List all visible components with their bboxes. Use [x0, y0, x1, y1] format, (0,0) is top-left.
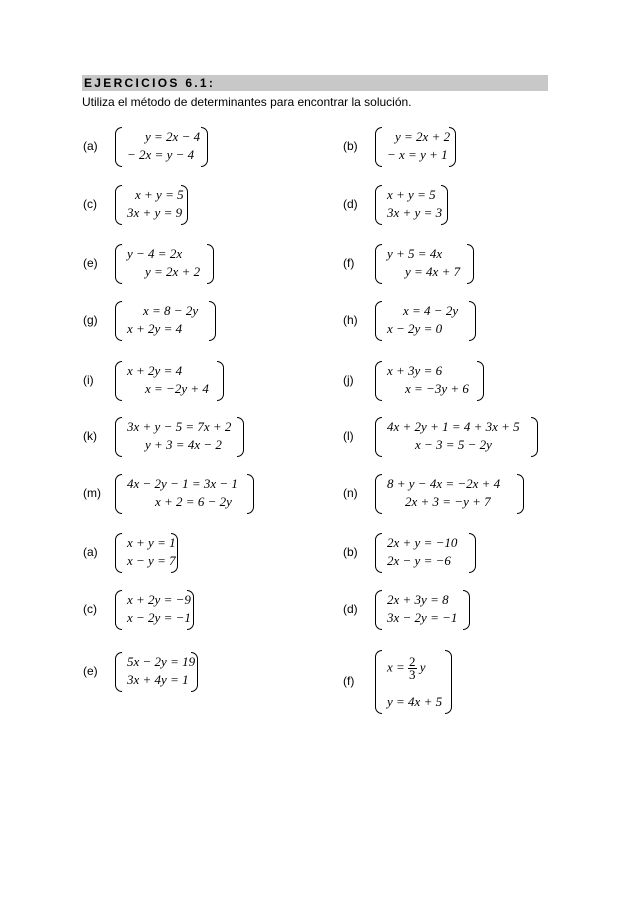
exercise-label: (d) — [343, 197, 358, 211]
exercise-item — [83, 301, 243, 339]
exercise-item — [343, 474, 551, 512]
exercise-item — [83, 533, 205, 571]
exercise-label: (m) — [83, 486, 101, 500]
exercise-label: (b) — [343, 139, 358, 153]
equation-2: x = −2y + 4 — [145, 381, 209, 396]
fraction-denominator: 3 — [409, 667, 416, 682]
equation-1: x + y = 1 — [127, 535, 176, 550]
left-brace — [375, 185, 382, 225]
left-brace — [115, 533, 122, 573]
equation-2: y = 4x + 5 — [387, 694, 443, 709]
equation-1: x + y = 5 — [135, 187, 184, 202]
equation-2: 3x + y = 9 — [127, 205, 183, 220]
exercise-item — [83, 652, 225, 690]
equation-2: 3x + y = 3 — [387, 205, 443, 220]
exercise-label: (f) — [343, 674, 355, 688]
exercise-item — [343, 127, 483, 165]
exercise-item — [343, 650, 479, 712]
instruction-text: Utiliza el método de determinantes para encontrar la solución. — [82, 95, 412, 109]
section-title: EJERCICIOS 6.1: — [84, 76, 216, 90]
right-brace — [207, 244, 214, 284]
equation-2: 3x + 4y = 1 — [127, 672, 189, 687]
equation-system — [115, 127, 207, 165]
equation-system — [375, 650, 451, 712]
left-brace — [375, 650, 382, 714]
exercise-item — [83, 590, 221, 628]
exercise-item — [343, 533, 503, 571]
left-brace — [115, 185, 122, 225]
left-brace — [375, 244, 382, 284]
exercise-label: (e) — [83, 256, 98, 270]
equation-system — [375, 417, 537, 455]
left-brace — [115, 652, 122, 692]
exercise-label: (l) — [343, 429, 354, 443]
exercise-label: (e) — [83, 664, 98, 678]
equation-system — [115, 417, 243, 455]
left-brace — [375, 474, 382, 514]
equation-1-lhs: x = — [387, 659, 405, 675]
equation-system — [375, 244, 473, 282]
equation-system — [115, 474, 253, 512]
exercise-label: (i) — [83, 373, 94, 387]
equation-1: 2x + 3y = 8 — [387, 592, 449, 607]
right-brace — [209, 301, 216, 341]
equation-1: y = 2x + 2 — [395, 129, 451, 144]
exercise-label: (a) — [83, 139, 98, 153]
equation-system — [375, 127, 455, 165]
right-brace — [217, 361, 224, 401]
fraction-numerator: 2 — [409, 654, 416, 669]
equation-2: 2x − y = −6 — [387, 553, 451, 568]
equation-system — [375, 474, 523, 512]
exercise-item — [343, 590, 497, 628]
equation-1: 3x + y − 5 = 7x + 2 — [127, 419, 232, 434]
right-brace — [463, 590, 470, 630]
equation-1: x + y = 5 — [387, 187, 436, 202]
equation-2: x − 2y = −1 — [127, 610, 191, 625]
exercise-item — [343, 301, 503, 339]
exercise-label: (a) — [83, 545, 98, 559]
left-brace — [375, 533, 382, 573]
equation-1: 8 + y − 4x = −2x + 4 — [387, 476, 501, 491]
equation-1: 5x − 2y = 19 — [127, 654, 196, 669]
equation-2: x − y = 7 — [127, 553, 176, 568]
equation-1: y = 2x − 4 — [145, 129, 201, 144]
exercise-item — [343, 417, 565, 455]
equation-system — [375, 590, 469, 628]
equation-system — [375, 361, 483, 399]
exercise-label: (j) — [343, 373, 354, 387]
equation-2: − x = y + 1 — [387, 147, 448, 162]
equation-1-variable: y — [419, 659, 426, 675]
equation-1: 4x − 2y − 1 = 3x − 1 — [127, 476, 238, 491]
section-header-bar — [82, 75, 548, 91]
right-brace — [247, 474, 254, 514]
equation-2: − 2x = y − 4 — [127, 147, 195, 162]
equation-1: x = 8 − 2y — [143, 303, 199, 318]
right-brace — [237, 417, 244, 457]
fraction — [408, 656, 417, 681]
equation-system — [375, 301, 475, 339]
equation-2: 3x − 2y = −1 — [387, 610, 458, 625]
right-brace — [477, 361, 484, 401]
right-brace — [469, 533, 476, 573]
equation-system — [115, 185, 187, 223]
equation-system — [115, 301, 215, 339]
exercise-item — [343, 185, 475, 223]
exercise-label: (n) — [343, 486, 358, 500]
exercise-item — [83, 244, 241, 282]
equation-2: x = −3y + 6 — [405, 381, 469, 396]
left-brace — [375, 590, 382, 630]
exercise-label: (d) — [343, 602, 358, 616]
exercise-label: (f) — [343, 256, 355, 270]
equation-2: 2x + 3 = −y + 7 — [405, 494, 491, 509]
exercise-item — [83, 474, 281, 512]
right-brace — [469, 301, 476, 341]
equation-system — [115, 361, 223, 399]
left-brace — [115, 474, 122, 514]
exercise-label: (b) — [343, 545, 358, 559]
equation-1: x + 2y = −9 — [127, 592, 191, 607]
equation-1 — [387, 656, 426, 681]
right-brace — [445, 650, 452, 714]
equation-system — [115, 590, 193, 628]
equation-1: y − 4 = 2x — [127, 246, 183, 261]
left-brace — [375, 361, 382, 401]
equation-2: x − 2y = 0 — [387, 321, 443, 336]
exercise-label: (c) — [83, 197, 97, 211]
equation-2: x + 2y = 4 — [127, 321, 183, 336]
right-brace — [467, 244, 474, 284]
equation-system — [115, 652, 197, 690]
equation-2: x + 2 = 6 − 2y — [155, 494, 232, 509]
exercise-item — [83, 127, 235, 165]
equation-2: x − 3 = 5 − 2y — [415, 437, 492, 452]
left-brace — [115, 590, 122, 630]
exercise-label: (g) — [83, 313, 98, 327]
left-brace — [115, 417, 122, 457]
left-brace — [375, 417, 382, 457]
right-brace — [201, 127, 208, 167]
equation-1: x = 4 − 2y — [403, 303, 459, 318]
exercise-label: (h) — [343, 313, 358, 327]
equation-system — [375, 533, 475, 571]
equation-2: y + 3 = 4x − 2 — [145, 437, 222, 452]
right-brace — [531, 417, 538, 457]
left-brace — [375, 301, 382, 341]
left-brace — [115, 301, 122, 341]
equation-system — [115, 533, 177, 571]
equation-1: 2x + y = −10 — [387, 535, 458, 550]
equation-1: y + 5 = 4x — [387, 246, 443, 261]
right-brace — [517, 474, 524, 514]
equation-1: x + 2y = 4 — [127, 363, 183, 378]
left-brace — [115, 127, 122, 167]
exercise-item — [83, 361, 251, 399]
equation-system — [375, 185, 447, 223]
equation-system — [115, 244, 213, 282]
left-brace — [115, 244, 122, 284]
exercise-item — [343, 244, 501, 282]
left-brace — [115, 361, 122, 401]
equation-1: 4x + 2y + 1 = 4 + 3x + 5 — [387, 419, 520, 434]
exercise-item — [83, 185, 215, 223]
exercise-item — [83, 417, 271, 455]
exercise-label: (k) — [83, 429, 97, 443]
exercise-item — [343, 361, 511, 399]
equation-2: y = 2x + 2 — [145, 264, 201, 279]
left-brace — [375, 127, 382, 167]
exercise-label: (c) — [83, 602, 97, 616]
equation-2: y = 4x + 7 — [405, 264, 461, 279]
equation-1: x + 3y = 6 — [387, 363, 443, 378]
